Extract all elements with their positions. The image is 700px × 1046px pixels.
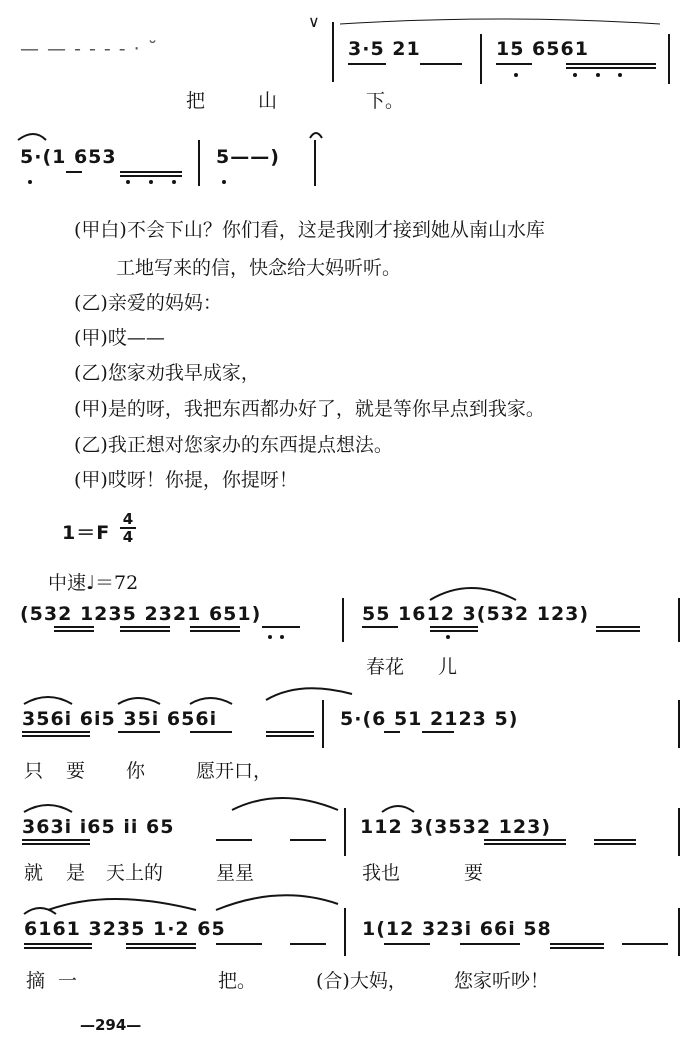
lyric: 就 <box>24 862 44 884</box>
measure-1: 356i 6i5 35i 656i <box>22 708 218 730</box>
slur-arc <box>340 19 660 24</box>
slur-arc <box>48 899 196 910</box>
slur-arc <box>266 688 352 700</box>
lyric: 把。 <box>218 970 257 992</box>
speech-text: 哎—— <box>107 327 165 349</box>
speech-text: 亲爱的妈妈： <box>107 292 222 314</box>
lyric: 把 <box>186 90 206 112</box>
slur-arc <box>382 806 414 812</box>
speaker-label: (甲) <box>74 327 108 349</box>
lyric: 愿开口， <box>196 760 273 782</box>
measure-2: 15 6561 <box>496 38 589 60</box>
measure-2: 5·(6 51 2123 5) <box>340 708 519 730</box>
measure-2: 1(12 323i 66i 58 <box>362 918 552 940</box>
measure-2: 55 1612 3(532 123) <box>362 603 590 625</box>
octave-dots <box>28 73 622 639</box>
speech-text: 我正想对您家办的东西提点想法。 <box>107 434 393 456</box>
speech-text: 是的呀，我把东西都办好了，就是等你早点到我家。 <box>107 398 545 420</box>
lyric: 一 <box>58 970 78 992</box>
speaker-label: (乙) <box>74 434 108 456</box>
speaker-label: (乙) <box>74 292 108 314</box>
speaker-label: (甲) <box>74 469 108 491</box>
quarter-note-icon: ♩ <box>86 572 95 594</box>
lyric: 要 <box>464 862 484 884</box>
time-numerator: 4 <box>122 510 134 528</box>
speaker-label: (甲白) <box>74 219 127 241</box>
measure-1: 3·5 21 <box>348 38 421 60</box>
lyric: 春花 <box>366 656 405 678</box>
lyric: 天上的 <box>106 862 164 884</box>
speaker-label: (甲) <box>74 398 108 420</box>
page-number: —294— <box>80 1016 142 1034</box>
fermata-icon <box>310 133 322 138</box>
slur-arc <box>430 588 516 600</box>
measure-1: 6161 3235 1·2 65 <box>24 918 226 940</box>
speech-text: 哎呀！你提，你提呀！ <box>107 469 298 491</box>
lyric: 星星 <box>216 862 255 884</box>
measure-1: (532 1235 2321 651) <box>20 603 262 625</box>
slur-arc <box>24 805 72 812</box>
measure-1: 363i i65 ii 65 <box>22 816 175 838</box>
tempo-term: 中速 <box>48 572 87 594</box>
lyric: (合)大妈， <box>316 970 407 992</box>
staff-fragment: — — - - - - ‧ ˘ <box>20 38 159 60</box>
breath-mark: ∨ <box>308 12 320 31</box>
measure-1: 5·(1 653 <box>20 146 117 168</box>
lyric: 你 <box>126 760 146 782</box>
slur-arc <box>18 134 46 140</box>
lyric: 儿 <box>438 656 458 678</box>
slur-arc <box>190 698 232 704</box>
lyric: 下。 <box>366 90 405 112</box>
speaker-label: (乙) <box>74 362 108 384</box>
lyric: 我也 <box>362 862 401 884</box>
slur-arc <box>118 698 160 704</box>
lyric: 要 <box>66 760 86 782</box>
lyric: 您家听吵！ <box>454 970 550 992</box>
speech-text: 不会下山？你们看，这是我刚才接到她从南山水库 <box>126 219 545 241</box>
time-denominator: 4 <box>120 527 136 545</box>
slur-arc <box>232 798 338 810</box>
speech-text: 工地写来的信，快念给大妈听听。 <box>116 257 402 279</box>
lyric: 摘 <box>26 970 46 992</box>
measure-2: 5——) <box>216 146 280 168</box>
lyric: 只 <box>24 760 44 782</box>
key-signature: 1＝F <box>62 522 111 544</box>
slur-arc <box>24 697 72 704</box>
slur-arc <box>216 895 338 910</box>
tempo-value: ＝72 <box>94 572 139 594</box>
lyric: 是 <box>66 862 86 884</box>
lyric: 山 <box>258 90 278 112</box>
measure-2: 112 3(3532 123) <box>360 816 552 838</box>
speech-text: 您家劝我早成家， <box>107 362 260 384</box>
